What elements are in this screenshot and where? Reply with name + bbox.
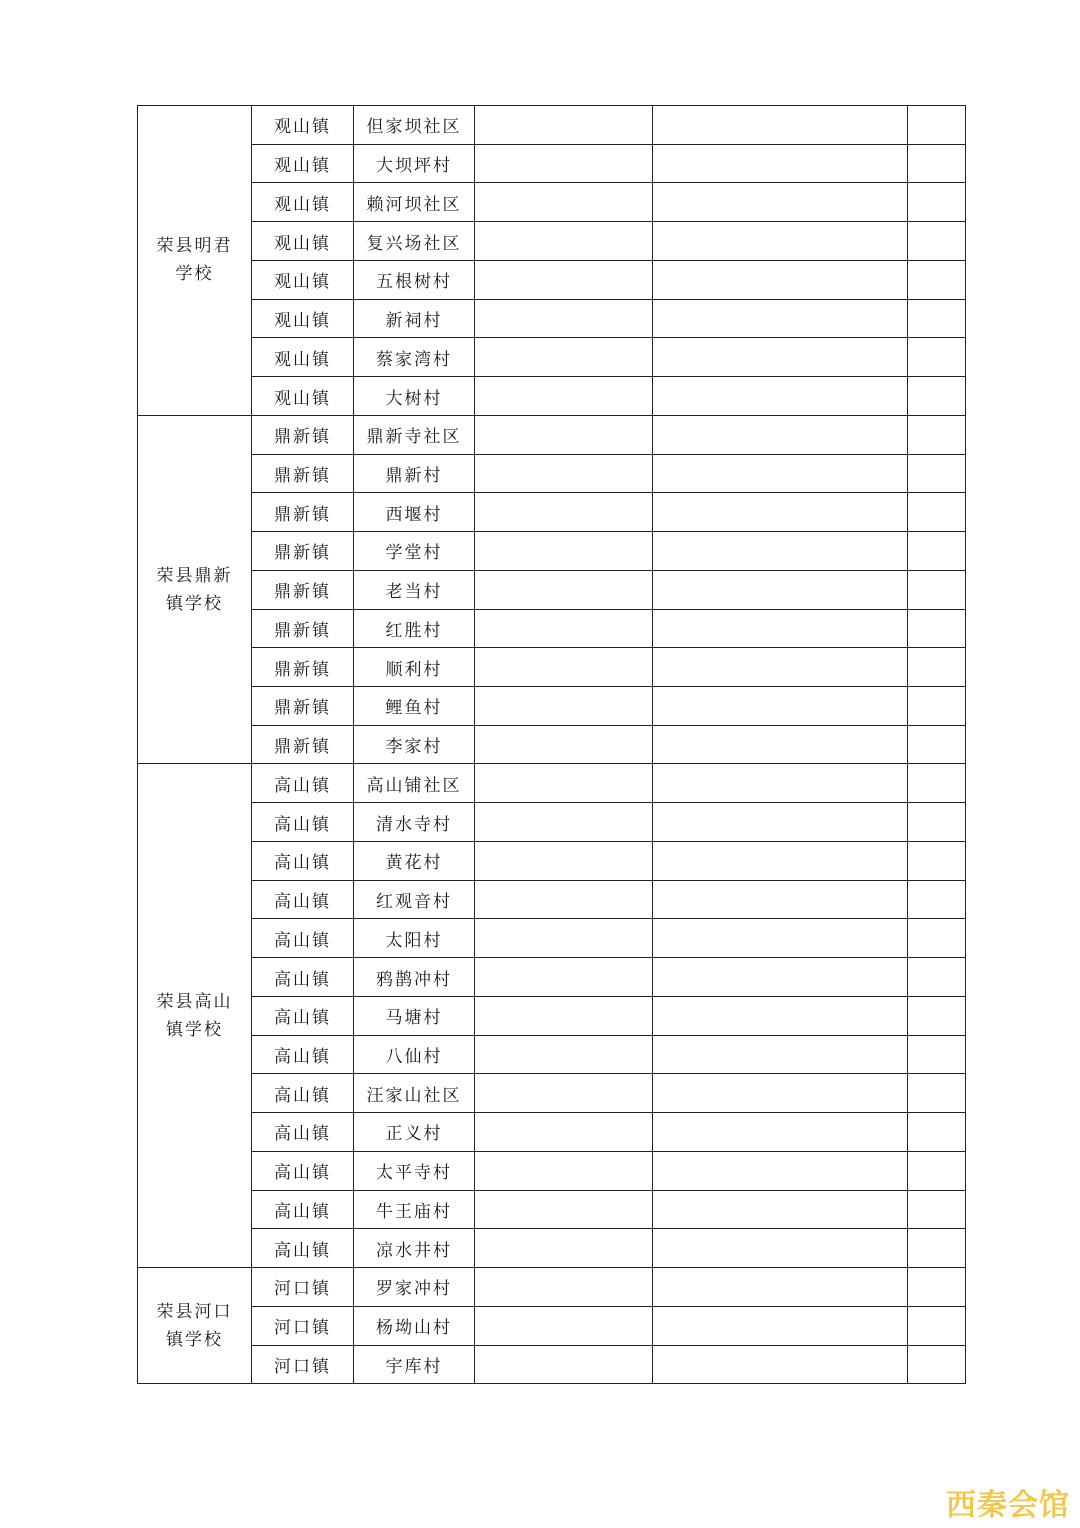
- empty-cell-1: [475, 1229, 653, 1268]
- village-cell: 高山铺社区: [354, 764, 475, 803]
- school-name-cell: [138, 415, 252, 764]
- town-cell: 高山镇: [252, 764, 354, 803]
- empty-cell-1: [475, 958, 653, 997]
- town-cell: 高山镇: [252, 1229, 354, 1268]
- empty-cell-3: [908, 1306, 966, 1345]
- village-cell: 赖河坝社区: [354, 183, 475, 222]
- empty-cell-1: [475, 996, 653, 1035]
- village-cell: 顺利村: [354, 648, 475, 687]
- empty-cell-3: [908, 183, 966, 222]
- village-cell: 正义村: [354, 1113, 475, 1152]
- empty-cell-1: [475, 415, 653, 454]
- empty-cell-1: [475, 454, 653, 493]
- school-name-cell: [138, 764, 252, 1268]
- school-name-line: 荣县明君: [156, 236, 233, 257]
- empty-cell-1: [475, 144, 653, 183]
- table-row: [138, 880, 966, 919]
- watermark-logo: 西秦会馆: [946, 1488, 1070, 1523]
- table-row: [138, 1190, 966, 1229]
- school-name-line: 荣县鼎新: [156, 565, 233, 586]
- empty-cell-1: [475, 299, 653, 338]
- town-cell: 高山镇: [252, 880, 354, 919]
- empty-cell-2: [653, 415, 908, 454]
- empty-cell-1: [475, 1113, 653, 1152]
- town-cell: 观山镇: [252, 260, 354, 299]
- table-row: [138, 106, 966, 145]
- empty-cell-3: [908, 144, 966, 183]
- table-row: [138, 260, 966, 299]
- empty-cell-1: [475, 183, 653, 222]
- empty-cell-1: [475, 764, 653, 803]
- village-cell: 李家村: [354, 725, 475, 764]
- town-cell: 鼎新镇: [252, 648, 354, 687]
- empty-cell-3: [908, 1345, 966, 1384]
- town-cell: 鼎新镇: [252, 609, 354, 648]
- village-cell: 牛王庙村: [354, 1190, 475, 1229]
- empty-cell-3: [908, 1035, 966, 1074]
- table-row: [138, 764, 966, 803]
- village-cell: 太阳村: [354, 919, 475, 958]
- empty-cell-2: [653, 570, 908, 609]
- empty-cell-3: [908, 1151, 966, 1190]
- empty-cell-2: [653, 493, 908, 532]
- empty-cell-1: [475, 532, 653, 571]
- village-cell: 鼎新村: [354, 454, 475, 493]
- village-cell: 清水寺村: [354, 803, 475, 842]
- town-cell: 高山镇: [252, 919, 354, 958]
- table-row: [138, 1229, 966, 1268]
- empty-cell-1: [475, 493, 653, 532]
- empty-cell-2: [653, 1345, 908, 1384]
- table-row: [138, 1113, 966, 1152]
- table-row: [138, 338, 966, 377]
- town-cell: 高山镇: [252, 1151, 354, 1190]
- empty-cell-1: [475, 1151, 653, 1190]
- empty-cell-2: [653, 880, 908, 919]
- village-cell: 复兴场社区: [354, 222, 475, 261]
- empty-cell-2: [653, 299, 908, 338]
- village-cell: 黄花村: [354, 841, 475, 880]
- empty-cell-2: [653, 687, 908, 726]
- empty-cell-2: [653, 183, 908, 222]
- empty-cell-3: [908, 260, 966, 299]
- town-cell: 观山镇: [252, 377, 354, 416]
- village-cell: 宇库村: [354, 1345, 475, 1384]
- town-cell: 高山镇: [252, 958, 354, 997]
- empty-cell-2: [653, 958, 908, 997]
- empty-cell-2: [653, 1229, 908, 1268]
- village-cell: 红观音村: [354, 880, 475, 919]
- empty-cell-3: [908, 1229, 966, 1268]
- empty-cell-3: [908, 687, 966, 726]
- table-row: [138, 1268, 966, 1307]
- empty-cell-1: [475, 841, 653, 880]
- empty-cell-2: [653, 1268, 908, 1307]
- table-row: [138, 299, 966, 338]
- table-row: [138, 454, 966, 493]
- school-name-line: 镇学校: [166, 1019, 223, 1040]
- table-body: [138, 106, 966, 1384]
- empty-cell-3: [908, 1113, 966, 1152]
- empty-cell-3: [908, 725, 966, 764]
- empty-cell-2: [653, 1035, 908, 1074]
- school-name-line: 荣县高山: [156, 991, 233, 1012]
- village-cell: 罗家冲村: [354, 1268, 475, 1307]
- empty-cell-2: [653, 764, 908, 803]
- empty-cell-2: [653, 996, 908, 1035]
- empty-cell-2: [653, 1306, 908, 1345]
- empty-cell-2: [653, 454, 908, 493]
- empty-cell-1: [475, 1074, 653, 1113]
- village-cell: 大坝坪村: [354, 144, 475, 183]
- village-cell: 汪家山社区: [354, 1074, 475, 1113]
- empty-cell-3: [908, 996, 966, 1035]
- school-name-line: 学校: [175, 264, 214, 285]
- village-cell: 西堰村: [354, 493, 475, 532]
- town-cell: 鼎新镇: [252, 415, 354, 454]
- empty-cell-1: [475, 1035, 653, 1074]
- empty-cell-2: [653, 377, 908, 416]
- empty-cell-1: [475, 725, 653, 764]
- empty-cell-3: [908, 648, 966, 687]
- empty-cell-3: [908, 222, 966, 261]
- school-name-cell: [138, 1268, 252, 1384]
- village-cell: 但家坝社区: [354, 106, 475, 145]
- empty-cell-1: [475, 570, 653, 609]
- empty-cell-3: [908, 493, 966, 532]
- table-row: [138, 532, 966, 571]
- town-cell: 观山镇: [252, 222, 354, 261]
- town-cell: 高山镇: [252, 841, 354, 880]
- table-row: [138, 609, 966, 648]
- empty-cell-1: [475, 1306, 653, 1345]
- empty-cell-1: [475, 1190, 653, 1229]
- empty-cell-1: [475, 919, 653, 958]
- town-cell: 鼎新镇: [252, 570, 354, 609]
- town-cell: 鼎新镇: [252, 493, 354, 532]
- table-row: [138, 1345, 966, 1384]
- empty-cell-2: [653, 648, 908, 687]
- town-cell: 河口镇: [252, 1268, 354, 1307]
- empty-cell-1: [475, 803, 653, 842]
- town-cell: 观山镇: [252, 183, 354, 222]
- empty-cell-3: [908, 609, 966, 648]
- town-cell: 鼎新镇: [252, 532, 354, 571]
- table-row: [138, 1074, 966, 1113]
- village-cell: 凉水井村: [354, 1229, 475, 1268]
- empty-cell-2: [653, 260, 908, 299]
- table-row: [138, 570, 966, 609]
- empty-cell-1: [475, 106, 653, 145]
- table-row: [138, 958, 966, 997]
- empty-cell-3: [908, 1268, 966, 1307]
- village-cell: 学堂村: [354, 532, 475, 571]
- table-row: [138, 144, 966, 183]
- village-cell: 太平寺村: [354, 1151, 475, 1190]
- empty-cell-3: [908, 958, 966, 997]
- empty-cell-1: [475, 260, 653, 299]
- town-cell: 河口镇: [252, 1306, 354, 1345]
- empty-cell-2: [653, 1151, 908, 1190]
- empty-cell-2: [653, 222, 908, 261]
- empty-cell-1: [475, 1345, 653, 1384]
- empty-cell-3: [908, 803, 966, 842]
- empty-cell-3: [908, 1074, 966, 1113]
- village-cell: 八仙村: [354, 1035, 475, 1074]
- town-cell: 高山镇: [252, 1074, 354, 1113]
- table-row: [138, 493, 966, 532]
- table-row: [138, 1151, 966, 1190]
- empty-cell-3: [908, 919, 966, 958]
- school-name-line: 镇学校: [166, 1329, 223, 1350]
- village-cell: 鸦鹊冲村: [354, 958, 475, 997]
- empty-cell-1: [475, 222, 653, 261]
- empty-cell-2: [653, 1113, 908, 1152]
- town-cell: 观山镇: [252, 106, 354, 145]
- empty-cell-1: [475, 687, 653, 726]
- empty-cell-3: [908, 841, 966, 880]
- empty-cell-1: [475, 1268, 653, 1307]
- empty-cell-2: [653, 725, 908, 764]
- table-row: [138, 1306, 966, 1345]
- empty-cell-2: [653, 1074, 908, 1113]
- empty-cell-3: [908, 299, 966, 338]
- village-cell: 鼎新寺社区: [354, 415, 475, 454]
- empty-cell-2: [653, 919, 908, 958]
- village-cell: 大树村: [354, 377, 475, 416]
- village-cell: 红胜村: [354, 609, 475, 648]
- empty-cell-3: [908, 454, 966, 493]
- table-row: [138, 996, 966, 1035]
- empty-cell-3: [908, 570, 966, 609]
- village-cell: 五根树村: [354, 260, 475, 299]
- empty-cell-1: [475, 609, 653, 648]
- town-cell: 高山镇: [252, 1035, 354, 1074]
- table-row: [138, 919, 966, 958]
- town-cell: 观山镇: [252, 144, 354, 183]
- empty-cell-1: [475, 338, 653, 377]
- table-row: [138, 415, 966, 454]
- village-cell: 新祠村: [354, 299, 475, 338]
- empty-cell-2: [653, 532, 908, 571]
- empty-cell-3: [908, 377, 966, 416]
- school-name-cell: [138, 106, 252, 416]
- empty-cell-1: [475, 377, 653, 416]
- table-row: [138, 648, 966, 687]
- empty-cell-2: [653, 609, 908, 648]
- school-name-line: 镇学校: [166, 593, 223, 614]
- town-cell: 观山镇: [252, 299, 354, 338]
- empty-cell-3: [908, 1190, 966, 1229]
- empty-cell-1: [475, 880, 653, 919]
- empty-cell-3: [908, 880, 966, 919]
- empty-cell-1: [475, 648, 653, 687]
- town-cell: 高山镇: [252, 996, 354, 1035]
- village-cell: 马塘村: [354, 996, 475, 1035]
- empty-cell-2: [653, 841, 908, 880]
- village-cell: 杨坳山村: [354, 1306, 475, 1345]
- table-row: [138, 725, 966, 764]
- empty-cell-3: [908, 764, 966, 803]
- empty-cell-2: [653, 1190, 908, 1229]
- empty-cell-3: [908, 532, 966, 571]
- town-cell: 高山镇: [252, 1190, 354, 1229]
- empty-cell-2: [653, 338, 908, 377]
- table-row: [138, 1035, 966, 1074]
- table-row: [138, 841, 966, 880]
- school-name-line: 荣县河口: [156, 1301, 233, 1322]
- table-row: [138, 222, 966, 261]
- empty-cell-3: [908, 415, 966, 454]
- village-cell: 鲤鱼村: [354, 687, 475, 726]
- village-assignment-table: [137, 105, 966, 1384]
- town-cell: 河口镇: [252, 1345, 354, 1384]
- town-cell: 鼎新镇: [252, 725, 354, 764]
- empty-cell-2: [653, 106, 908, 145]
- village-cell: 蔡家湾村: [354, 338, 475, 377]
- town-cell: 鼎新镇: [252, 687, 354, 726]
- empty-cell-3: [908, 106, 966, 145]
- town-cell: 鼎新镇: [252, 454, 354, 493]
- empty-cell-2: [653, 803, 908, 842]
- table-row: [138, 803, 966, 842]
- empty-cell-3: [908, 338, 966, 377]
- table-row: [138, 377, 966, 416]
- village-cell: 老当村: [354, 570, 475, 609]
- table-row: [138, 687, 966, 726]
- town-cell: 高山镇: [252, 1113, 354, 1152]
- empty-cell-2: [653, 144, 908, 183]
- town-cell: 观山镇: [252, 338, 354, 377]
- town-cell: 高山镇: [252, 803, 354, 842]
- table-row: [138, 183, 966, 222]
